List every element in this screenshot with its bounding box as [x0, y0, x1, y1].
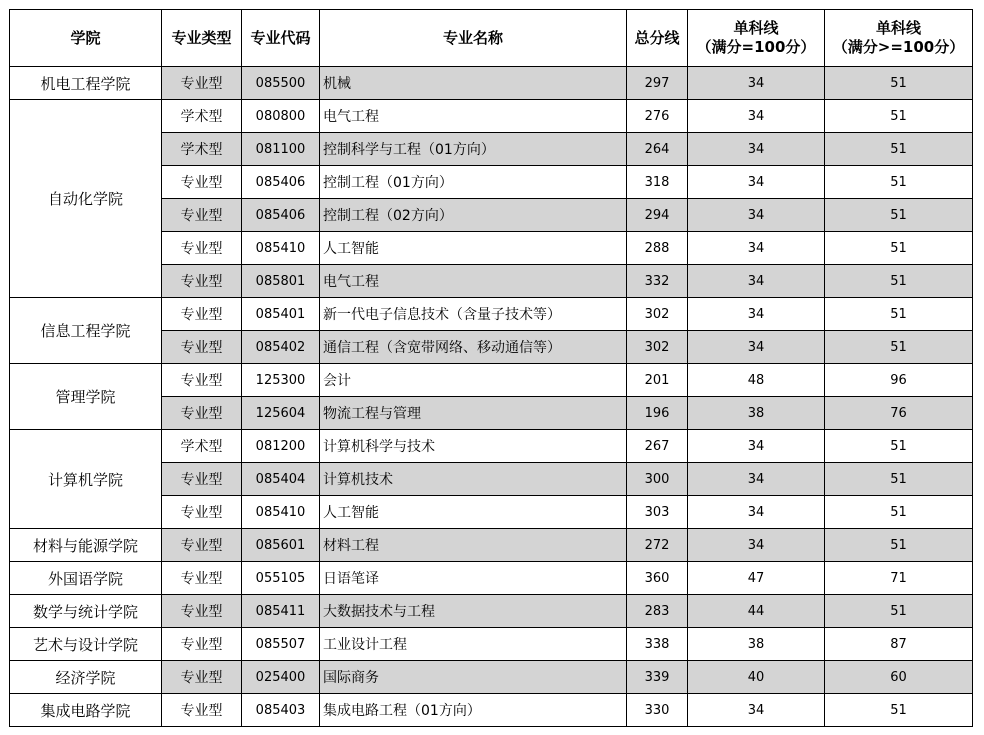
cell-s1: 34 — [688, 199, 825, 232]
cell-total: 264 — [627, 133, 688, 166]
header-code: 专业代码 — [242, 10, 320, 67]
cell-s2: 51 — [825, 232, 973, 265]
cell-name: 控制科学与工程（01方向） — [320, 133, 627, 166]
cell-name: 电气工程 — [320, 265, 627, 298]
cell-code: 055105 — [242, 562, 320, 595]
table-row — [10, 67, 973, 100]
cell-s1: 40 — [688, 661, 825, 694]
table-body — [10, 67, 973, 727]
cell-s1: 34 — [688, 166, 825, 199]
cell-s2: 51 — [825, 430, 973, 463]
cell-type: 专业型 — [162, 67, 242, 100]
cell-type: 专业型 — [162, 265, 242, 298]
cell-name: 物流工程与管理 — [320, 397, 627, 430]
cell-s1: 34 — [688, 463, 825, 496]
cell-total: 267 — [627, 430, 688, 463]
cell-total: 283 — [627, 595, 688, 628]
cell-name: 新一代电子信息技术（含量子技术等） — [320, 298, 627, 331]
cell-code: 085500 — [242, 67, 320, 100]
cell-name: 计算机科学与技术 — [320, 430, 627, 463]
cell-total: 300 — [627, 463, 688, 496]
cell-type: 专业型 — [162, 364, 242, 397]
cell-s2: 51 — [825, 463, 973, 496]
header-row — [10, 10, 973, 67]
cell-type: 专业型 — [162, 496, 242, 529]
cell-code: 080800 — [242, 100, 320, 133]
cell-s2: 51 — [825, 595, 973, 628]
cell-code: 085601 — [242, 529, 320, 562]
cell-s2: 51 — [825, 529, 973, 562]
cell-code: 085403 — [242, 694, 320, 727]
cell-code: 085411 — [242, 595, 320, 628]
cell-type: 专业型 — [162, 232, 242, 265]
cell-code: 085507 — [242, 628, 320, 661]
college-cell: 计算机学院 — [10, 430, 162, 529]
cell-s1: 34 — [688, 694, 825, 727]
college-cell: 机电工程学院 — [10, 67, 162, 100]
header-type: 专业类型 — [162, 10, 242, 67]
college-cell: 管理学院 — [10, 364, 162, 430]
cell-s2: 51 — [825, 694, 973, 727]
cell-s2: 51 — [825, 331, 973, 364]
cell-s2: 51 — [825, 100, 973, 133]
cell-s2: 96 — [825, 364, 973, 397]
cell-name: 控制工程（02方向） — [320, 199, 627, 232]
cell-total: 338 — [627, 628, 688, 661]
cell-type: 专业型 — [162, 529, 242, 562]
header-single-over-100 — [825, 10, 973, 67]
cell-total: 196 — [627, 397, 688, 430]
header-single-100 — [688, 10, 825, 67]
cell-total: 339 — [627, 661, 688, 694]
cell-total: 272 — [627, 529, 688, 562]
table-row — [10, 100, 973, 133]
cell-type: 专业型 — [162, 694, 242, 727]
cell-total: 302 — [627, 331, 688, 364]
cell-total: 332 — [627, 265, 688, 298]
cell-s1: 34 — [688, 265, 825, 298]
cell-name: 人工智能 — [320, 496, 627, 529]
cell-total: 297 — [627, 67, 688, 100]
cell-s2: 51 — [825, 496, 973, 529]
cell-name: 日语笔译 — [320, 562, 627, 595]
cell-code: 085410 — [242, 232, 320, 265]
cell-s1: 34 — [688, 496, 825, 529]
cell-s1: 34 — [688, 100, 825, 133]
cell-name: 会计 — [320, 364, 627, 397]
cell-s2: 51 — [825, 166, 973, 199]
cell-type: 专业型 — [162, 562, 242, 595]
cell-code: 085406 — [242, 166, 320, 199]
cell-s2: 51 — [825, 199, 973, 232]
cell-s1: 34 — [688, 430, 825, 463]
cell-total: 201 — [627, 364, 688, 397]
cell-name: 工业设计工程 — [320, 628, 627, 661]
cell-type: 学术型 — [162, 133, 242, 166]
cell-code: 085406 — [242, 199, 320, 232]
cell-s1: 38 — [688, 628, 825, 661]
cell-type: 专业型 — [162, 397, 242, 430]
table-row — [10, 298, 973, 331]
cell-total: 302 — [627, 298, 688, 331]
cell-name: 集成电路工程（01方向） — [320, 694, 627, 727]
cell-name: 人工智能 — [320, 232, 627, 265]
college-cell: 材料与能源学院 — [10, 529, 162, 562]
cell-s2: 71 — [825, 562, 973, 595]
cell-s2: 51 — [825, 265, 973, 298]
cell-type: 专业型 — [162, 331, 242, 364]
cell-type: 专业型 — [162, 166, 242, 199]
table-row — [10, 694, 973, 727]
cell-code: 085801 — [242, 265, 320, 298]
cell-s2: 51 — [825, 67, 973, 100]
score-table — [9, 9, 973, 727]
cell-code: 125604 — [242, 397, 320, 430]
cell-name: 电气工程 — [320, 100, 627, 133]
cell-total: 360 — [627, 562, 688, 595]
cell-s2: 87 — [825, 628, 973, 661]
cell-name: 计算机技术 — [320, 463, 627, 496]
cell-total: 318 — [627, 166, 688, 199]
cell-code: 085401 — [242, 298, 320, 331]
cell-type: 专业型 — [162, 199, 242, 232]
header-name: 专业名称 — [320, 10, 627, 67]
cell-name: 材料工程 — [320, 529, 627, 562]
table-row — [10, 628, 973, 661]
cell-name: 国际商务 — [320, 661, 627, 694]
cell-s2: 51 — [825, 133, 973, 166]
cell-code: 125300 — [242, 364, 320, 397]
cell-code: 081200 — [242, 430, 320, 463]
cell-s1: 34 — [688, 133, 825, 166]
cell-total: 276 — [627, 100, 688, 133]
cell-total: 303 — [627, 496, 688, 529]
header-single-over-100-line1: 单科线 — [875, 19, 921, 37]
table-row — [10, 661, 973, 694]
college-cell: 艺术与设计学院 — [10, 628, 162, 661]
cell-s1: 34 — [688, 298, 825, 331]
cell-type: 专业型 — [162, 628, 242, 661]
cell-type: 学术型 — [162, 100, 242, 133]
cell-s1: 34 — [688, 529, 825, 562]
cell-code: 081100 — [242, 133, 320, 166]
cell-type: 专业型 — [162, 595, 242, 628]
cell-type: 专业型 — [162, 298, 242, 331]
cell-s2: 76 — [825, 397, 973, 430]
cell-type: 专业型 — [162, 463, 242, 496]
cell-code: 085410 — [242, 496, 320, 529]
header-single-over-100-line2: （满分>=100分） — [832, 38, 965, 56]
header-college: 学院 — [10, 10, 162, 67]
header-single-100-line2: （满分=100分） — [696, 38, 816, 56]
cell-s1: 34 — [688, 67, 825, 100]
header-single-100-line1: 单科线 — [733, 19, 779, 37]
cell-code: 085404 — [242, 463, 320, 496]
cell-s2: 51 — [825, 298, 973, 331]
header-total: 总分线 — [627, 10, 688, 67]
cell-type: 学术型 — [162, 430, 242, 463]
college-cell: 集成电路学院 — [10, 694, 162, 727]
table-row — [10, 562, 973, 595]
college-cell: 信息工程学院 — [10, 298, 162, 364]
cell-s1: 47 — [688, 562, 825, 595]
cell-name: 大数据技术与工程 — [320, 595, 627, 628]
college-cell: 自动化学院 — [10, 100, 162, 298]
college-cell: 经济学院 — [10, 661, 162, 694]
cell-code: 085402 — [242, 331, 320, 364]
cell-total: 288 — [627, 232, 688, 265]
cell-s1: 48 — [688, 364, 825, 397]
cell-type: 专业型 — [162, 661, 242, 694]
cell-total: 294 — [627, 199, 688, 232]
cell-total: 330 — [627, 694, 688, 727]
table-row — [10, 430, 973, 463]
table-row — [10, 364, 973, 397]
cell-name: 机械 — [320, 67, 627, 100]
college-cell: 外国语学院 — [10, 562, 162, 595]
cell-s2: 60 — [825, 661, 973, 694]
cell-s1: 34 — [688, 232, 825, 265]
cell-name: 控制工程（01方向） — [320, 166, 627, 199]
table-row — [10, 529, 973, 562]
college-cell: 数学与统计学院 — [10, 595, 162, 628]
table-row — [10, 595, 973, 628]
cell-s1: 34 — [688, 331, 825, 364]
cell-name: 通信工程（含宽带网络、移动通信等） — [320, 331, 627, 364]
cell-code: 025400 — [242, 661, 320, 694]
cell-s1: 44 — [688, 595, 825, 628]
cell-s1: 38 — [688, 397, 825, 430]
